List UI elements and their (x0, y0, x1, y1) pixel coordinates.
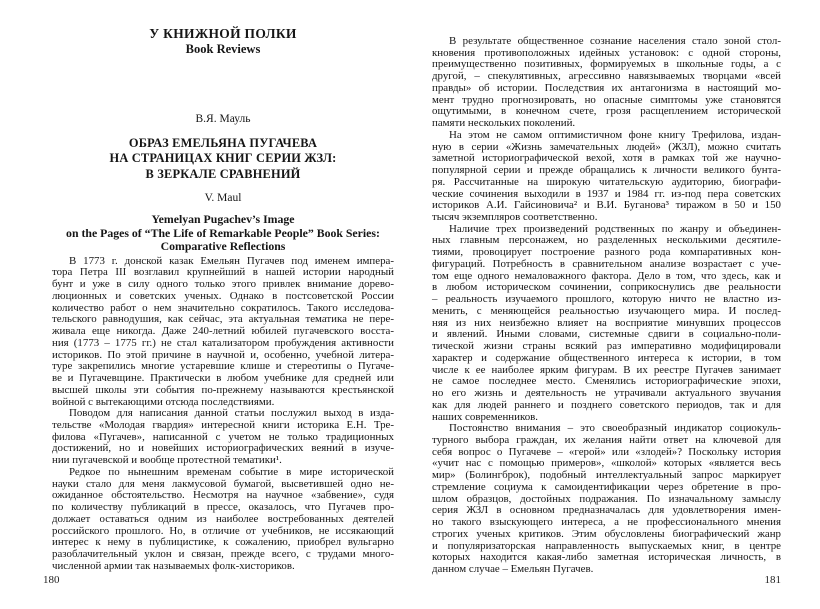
title-line: ОБРАЗ ЕМЕЛЬЯНА ПУГАЧЕВА (128, 136, 318, 150)
text-line: ную в серии «Жизнь замечательных людей» (ЖЗЛ), можно считать (432, 140, 781, 153)
text-line: бунт и уже в силу одного только этого привлек внимание дорево- (52, 278, 394, 291)
text-line: турного выбора граждан, их желания найти ответ на ключевой для (432, 433, 781, 446)
text-line: по количеству публикаций в прессе, оказалось, что Пугачев про- (52, 501, 394, 514)
text-line: Редкое по нынешним временам событие в мире исторической (69, 465, 394, 478)
text-line: историков А.И. Гайсиновича² и В.И. Буганова³ тиражом в 50 и 150 (432, 199, 781, 212)
text-line: и явлений. Иными словами, системные сдвиги в социально-поли- (432, 328, 781, 341)
text-line: числе к ее наиболее ярким фигурам. В их реестре Пугачев занимает (432, 363, 781, 376)
text-line: шлом образцов, достойных подражания. По изначальному замыслу (432, 492, 781, 505)
paragraph (52, 256, 394, 409)
text-line: люционных и советских ученых. Однако в постсоветской России (52, 289, 394, 302)
text-line: популярной серии и прежде обращались к личности великого бунта- (432, 164, 781, 177)
text-line: – реальность изучаемого прошлого, которую ничто не властно из- (432, 293, 781, 306)
text-line: живала еще никогда. Даже 240-летний юбилей пугачевского восста- (52, 325, 394, 338)
text-line: ощутимыми, в конечном счете, грозя расщеплением исторической (432, 105, 781, 118)
text-line: не самое последнее место. Сменялись историографические эпохи, (432, 375, 781, 388)
text-line: туре закрепились многие устаревшие клише и стереотипы о Пугаче- (52, 360, 394, 373)
text-line: филова «Пугачев», написанной с учетом не только традиционных (52, 430, 394, 443)
text-line: ческие сочинения выходили в 1937 и 1984 гг. из-под пера советских (432, 187, 781, 200)
paragraph (432, 130, 781, 224)
text-line: российского прошлого. Но, в отличие от учебников, не иссякающий (52, 524, 394, 537)
text-line: мент трудно прогнозировать, но опасные симптомы уже становятся (432, 93, 781, 106)
text-line: ря. Рассчитанные на широкую читательскую аудиторию, биографи- (432, 175, 781, 188)
text-line: ве и Пугачевщине. Практически в любом учебнике для средней или (52, 372, 394, 385)
text-line: В результате общественное сознание населения стало зоной стол- (449, 35, 781, 47)
text-line: тельстве «Молодая гвардия» интересной книги историка Е.Н. Тре- (52, 419, 394, 431)
text-line: историков. По этой причине в научной и, особенно, учебной литера- (52, 348, 394, 361)
paragraph (52, 408, 394, 467)
text-line: Наличие трех произведений родственных по жанру и объединен- (449, 222, 781, 235)
text-line: данном случае – Емельян Пугачев. (432, 563, 594, 576)
text-line: тора Петра III возглавил крупнейший в нашей истории народный (52, 266, 394, 279)
text-line: достижений, но и новейших историографических веяний в изуче- (52, 442, 394, 455)
text-line: тиями, провоцирует построение разного рода компаративных кон- (432, 246, 781, 259)
title-line: on the Pages of “The Life of Remarkable People” Book Series: (66, 225, 380, 240)
text-line: «учит нас с помощью примеров», «школой» которых «является весь (432, 457, 781, 470)
text-line: памяти нескольких поколений. (432, 117, 576, 130)
text-line: количество работ о нем значительно сократилось. Такого исследова- (52, 301, 394, 314)
title-line: НА СТРАНИЦАХ КНИГ СЕРИИ ЖЗЛ: (109, 151, 337, 166)
text-line: которых находится какая-либо заметная историческая личность, в (432, 551, 781, 564)
text-line: науки стало для меня лакмусовой бумагой, высветившей одно не- (52, 477, 394, 490)
text-line: Поводом для написания данной статьи послужил выход в изда- (69, 407, 394, 420)
text-line: другой, – спекулятивных, агрессивно навязываемых творцами «всей (432, 70, 781, 83)
paragraph (432, 224, 781, 423)
text-line: На этом не самом оптимистичном фоне книгу Трефилова, издан- (449, 128, 781, 141)
text-line: ожиданное обстоятельство. Несмотря на научное «забвение», судя (52, 489, 394, 502)
text-line: наших современников. (432, 410, 539, 423)
text-line: мир» (Болингброк), подобный интеллектуальный запрос маркирует (432, 469, 781, 482)
text-line: Постоянство внимания – это своеобразный индикатор социокуль- (449, 422, 781, 435)
body-text-right (432, 36, 781, 576)
page-left (52, 24, 394, 573)
text-line: должает оставаться одним из наиболее востребованных деятелей (52, 512, 394, 525)
text-line: тельского равнодушия, как сейчас, эта актуальная тематика не пере- (52, 313, 394, 326)
text-line: ных главным персонажем, но разделенных несколькими десятиле- (432, 234, 781, 247)
text-line: но такого взыскующего интереса, а не профессионального мнения (432, 516, 781, 529)
text-line: как для людей раннего и позднего советского периодов, так и для (432, 398, 781, 411)
text-line: заметной историографической вехой, хотя в рамках той же научно- (432, 152, 781, 165)
text-line: фигураций. Потребность в сравнительном анализе возрастает с уче- (432, 257, 781, 270)
section-title-en: Book Reviews (185, 42, 261, 56)
article-title-en (52, 213, 394, 254)
text-line: в любом историческом сочинении, соприкоснулись две реальности (432, 281, 781, 294)
text-line: кновения противоположных идейных установок: с одной стороны, (432, 46, 781, 59)
text-line: строгих ученых критиков. Этим обусловлены биографический жанр (432, 527, 781, 540)
article-title-ru (52, 136, 394, 182)
paragraph (432, 36, 781, 130)
body-text-left (52, 256, 394, 573)
text-line: ния (1773 – 1775 гг.) не стал катализатором пробуждения активности (52, 336, 394, 349)
text-line: тысяч экземпляров соответственно. (432, 211, 598, 224)
text-line: интерес к нему в публицистике, к сожалению, приобрел вульгарно (52, 536, 394, 549)
paragraph (432, 423, 781, 576)
text-line: нии пугачевской и вообще протестной тематики¹. (52, 454, 282, 467)
section-title-ru: У КНИЖНОЙ ПОЛКИ (149, 26, 297, 41)
text-line: стремление социума к самоидентификации через обретение в про- (432, 480, 781, 493)
text-line: войной с вытекающими отсюда последствиями. (52, 395, 275, 408)
page-right (432, 34, 781, 576)
text-line: серия ЖЗЛ в основном предназначалась для удовлетворения имен- (432, 504, 781, 517)
text-line: тической жизни страны всякий раз императивно модифицировали (432, 340, 781, 353)
text-line: няя из них неизбежно влияет на восприятие минувших процессов (432, 316, 781, 329)
text-line: высшей школы эти события по-прежнему называются крестьянской (52, 383, 394, 396)
text-line: себя вопрос о Пугачеве – «герой» или «злодей»? Поскольку история (432, 445, 781, 458)
text-line: и популяризаторская направленность выпускаемых книг, в центре (432, 539, 781, 552)
text-line: разоблачительный уклон и связан, прежде всего, с трудами много- (52, 548, 394, 561)
page-number-left: 180 (43, 574, 60, 586)
author-name-ru: В.Я. Мауль (195, 113, 251, 125)
title-line: Yemelyan Pugachev’s Image (151, 212, 295, 227)
paragraph (52, 467, 394, 573)
text-line: характер и содержание общественного интереса к истории, в том (432, 351, 781, 364)
text-line: численной армии так называемых фолк-хисториков. (52, 559, 295, 572)
text-line: правды» об истории. Последствия их антагонизма в настоящий мо- (432, 81, 781, 94)
text-line: но его жизнь и деятельность не утрачивали актуального звучания (432, 387, 781, 400)
text-line: В 1773 г. донской казак Емельян Пугачев под именем импера- (69, 254, 394, 267)
title-line: Comparative Reflections (160, 239, 286, 254)
text-line: менить, с меняющейся реальностью изучающего мира. И послед- (432, 304, 781, 317)
page-number-right: 181 (764, 574, 781, 586)
text-line: преимущественно позитивных, формируемых в школьные годы, а с (432, 58, 781, 71)
title-line: В ЗЕРКАЛЕ СРАВНЕНИЙ (145, 166, 301, 181)
text-line: том еще одного немаловажного фактора. Дело в том, что здесь, как и (432, 269, 781, 282)
author-name-en: V. Maul (204, 192, 242, 205)
